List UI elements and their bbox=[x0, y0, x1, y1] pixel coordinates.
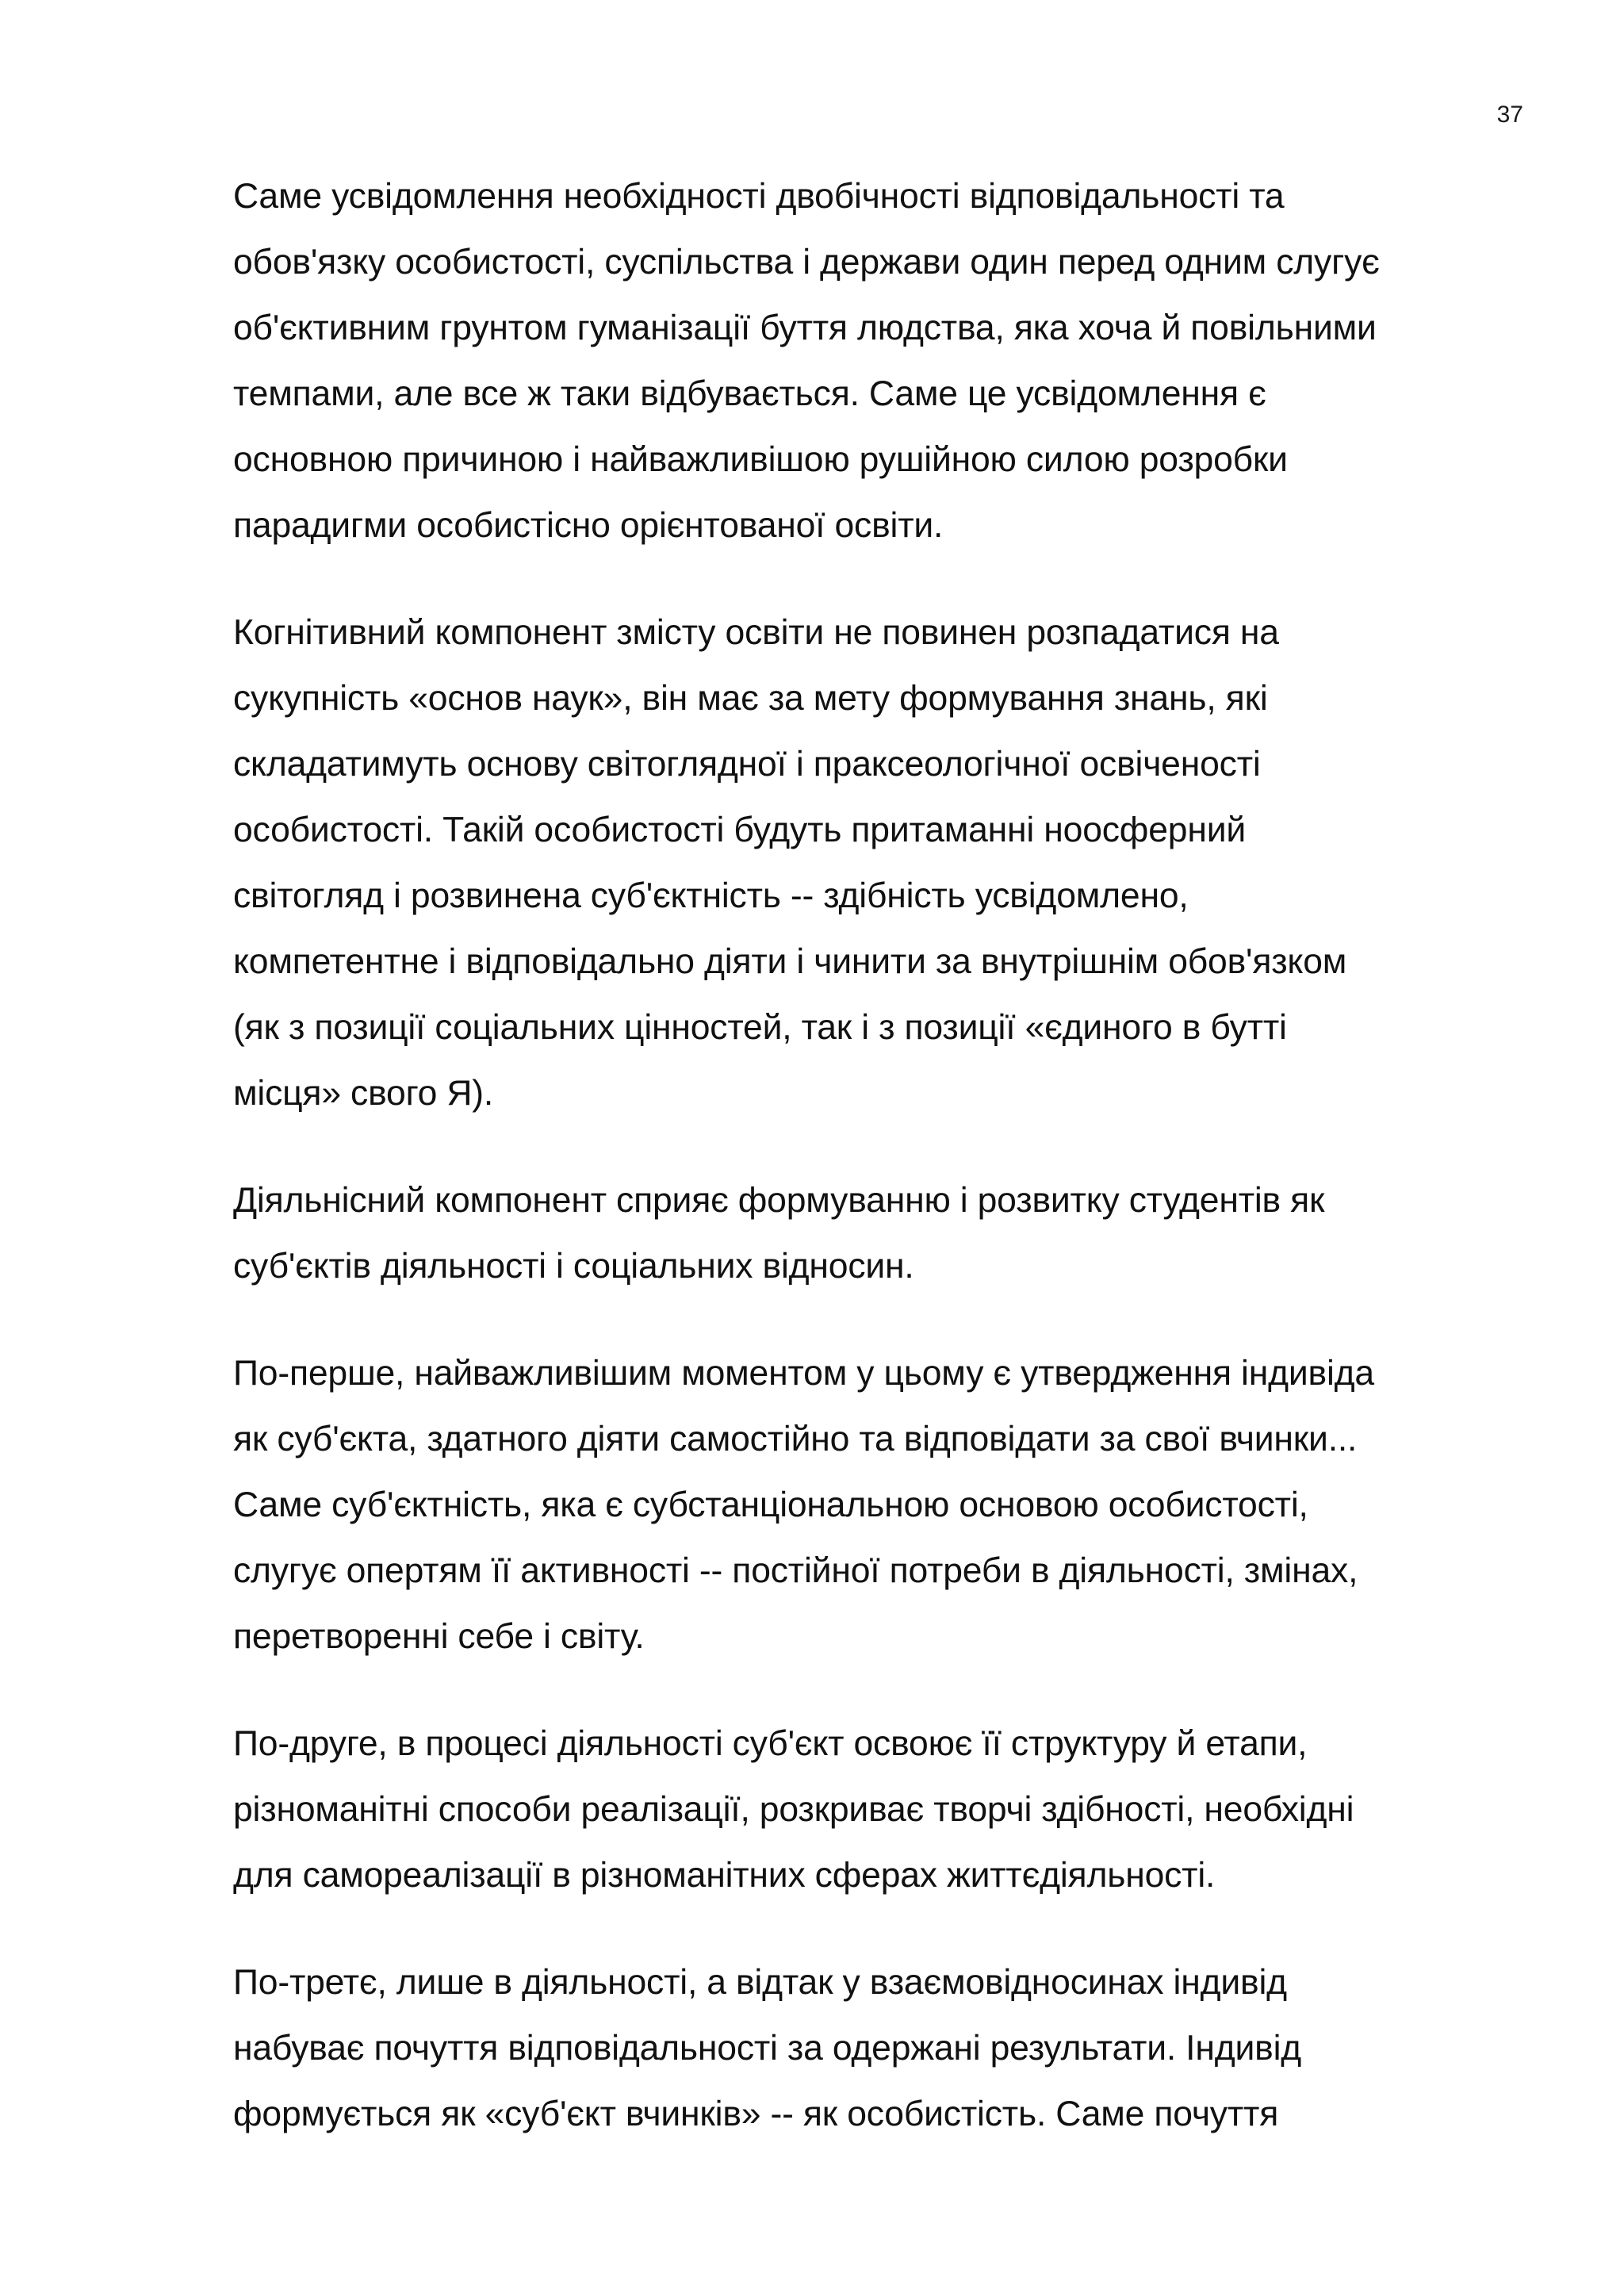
text-line: Саме суб'єктність, яка є субстанціональною основою особистості, bbox=[233, 1485, 1308, 1524]
text-line: різноманітні способи реалізації, розкриває творчі здібності, необхідні bbox=[233, 1790, 1354, 1829]
page-number: 37 bbox=[1496, 102, 1523, 128]
text-line: парадигми особистісно орієнтованої освіти. bbox=[233, 506, 944, 545]
text-line: складатимуть основу світоглядної і праксеологічної освіченості bbox=[233, 745, 1261, 784]
text-line: По-друге, в процесі діяльності суб'єкт освоює її структуру й етапи, bbox=[233, 1724, 1308, 1763]
text-line: набуває почуття відповідальності за одержані результати. Індивід bbox=[233, 2029, 1302, 2068]
paragraph-6 bbox=[233, 1949, 1518, 2147]
text-line: формується як «суб'єкт вчинків» -- як особистість. Саме почуття bbox=[233, 2095, 1279, 2133]
text-line: сукупність «основ наук», він має за мету формування знань, які bbox=[233, 679, 1268, 718]
text-line: Саме усвідомлення необхідності двобічності відповідальності та bbox=[233, 177, 1285, 216]
document-body bbox=[233, 163, 1518, 2188]
text-line: темпами, але все ж таки відбувається. Саме це усвідомлення є bbox=[233, 374, 1266, 413]
text-line: основною причиною і найважливішою рушійною силою розробки bbox=[233, 440, 1288, 479]
text-line: особистості. Такій особистості будуть притаманні ноосферний bbox=[233, 811, 1247, 849]
text-line: слугує опертям її активності -- постійної потреби в діяльності, змінах, bbox=[233, 1551, 1358, 1590]
text-line: Когнітивний компонент змісту освіти не повинен розпадатися на bbox=[233, 613, 1279, 652]
paragraph-1 bbox=[233, 163, 1518, 558]
text-line: світогляд і розвинена суб'єктність -- здібність усвідомлено, bbox=[233, 876, 1189, 915]
text-line: перетворенні себе і світу. bbox=[233, 1617, 645, 1656]
text-line: для самореалізації в різноманітних сферах життєдіяльності. bbox=[233, 1856, 1216, 1895]
paragraph-3 bbox=[233, 1167, 1518, 1299]
text-line: По-перше, найважливішим моментом у цьому є утвердження індивіда bbox=[233, 1354, 1374, 1393]
paragraph-2 bbox=[233, 600, 1518, 1126]
text-line: компетентне і відповідально діяти і чинити за внутрішнім обов'язком bbox=[233, 942, 1347, 981]
paragraph-4 bbox=[233, 1340, 1518, 1669]
paragraph-5 bbox=[233, 1711, 1518, 1908]
text-line: як суб'єкта, здатного діяти самостійно та відповідати за свої вчинки... bbox=[233, 1420, 1358, 1458]
text-line: (як з позиції соціальних цінностей, так і з позиції «єдиного в бутті bbox=[233, 1008, 1287, 1047]
text-line: об'єктивним грунтом гуманізації буття людства, яка хоча й повільними bbox=[233, 309, 1377, 347]
text-line: місця» свого Я). bbox=[233, 1074, 494, 1113]
text-line: обов'язку особистості, суспільства і держави один перед одним слугує bbox=[233, 243, 1380, 282]
text-line: Діяльнісний компонент сприяє формуванню і розвитку студентів як bbox=[233, 1181, 1325, 1220]
text-line: По-третє, лише в діяльності, а відтак у взаємовідносинах індивід bbox=[233, 1963, 1287, 2002]
text-line: суб'єктів діяльності і соціальних відносин. bbox=[233, 1247, 914, 1286]
